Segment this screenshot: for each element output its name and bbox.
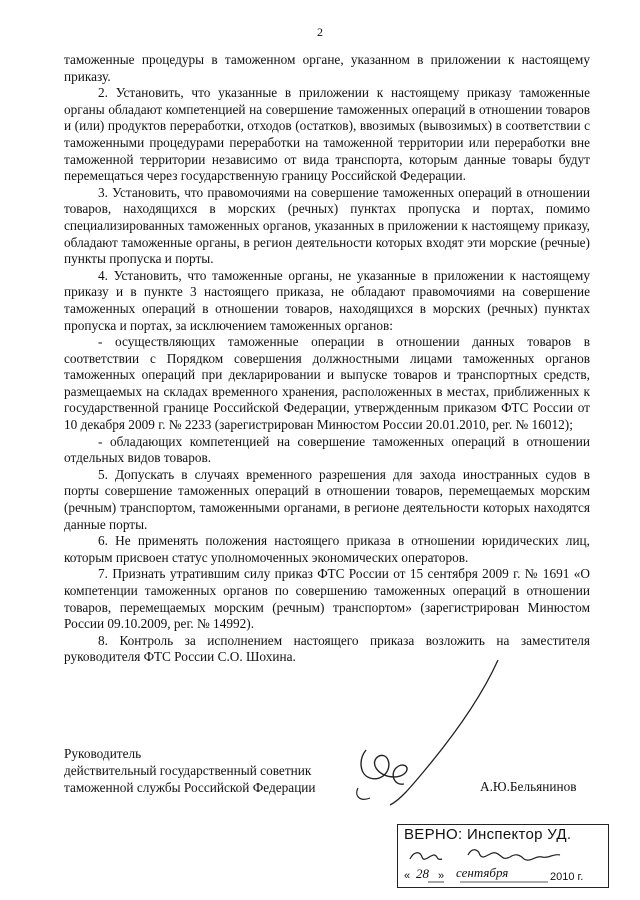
- stamp-day: 28: [416, 866, 429, 881]
- page-number: 2: [317, 25, 323, 39]
- stamp-month: сентября: [456, 865, 509, 880]
- stamp-year: 2010 г.: [550, 871, 584, 883]
- stamp-title: ВЕРНО: Инспектор УД.: [404, 826, 572, 843]
- paragraph-item-4-subitem-1: - осуществляющих таможенные операции в отношении данных товаров в соответствии с Порядком совершения должностными лицами таможенных органов таможенных операций при декларировании и выпуске товаров и транспортных средств, размещаемых на складах временного хранения, расположенных в местах, приближенных к государственной границе Российской Федерации, утвержденным приказом ФТС России от 10 декабря 2009 г. № 2233 (зарегистрирован Минюстом России 20.01.2010, рег. № 16012);: [64, 334, 590, 433]
- certification-stamp: [397, 824, 609, 888]
- paragraph-item-6: 6. Не применять положения настоящего приказа в отношении юридических лиц, которым присвоен статус уполномоченных экономических операторов.: [64, 533, 590, 565]
- paragraph-continuation: таможенные процедуры в таможенном органе, указанном в приложении к настоящему приказу.: [64, 52, 590, 84]
- signature-block: [64, 745, 364, 796]
- signatory-rank: действительный государственный советник: [64, 763, 312, 778]
- document-body: [64, 52, 590, 666]
- paragraph-item-8: 8. Контроль за исполнением настоящего приказа возложить на заместителя руководителя ФТС России С.О. Шохина.: [64, 632, 590, 665]
- paragraph-item-4-subitem-2: - обладающих компетенцией на совершение таможенных операций в отношении отдельных видов товаров.: [64, 433, 590, 466]
- signatory-position: Руководитель: [64, 746, 142, 761]
- paragraph-item-5: 5. Допускать в случаях временного разрешения для захода иностранных судов в порты совершение таможенных операций в отношении товаров, перемещаемых морским (речным) транспортом, таможенными органами, в регионе деятельности которых находятся данные порты.: [64, 466, 590, 532]
- paragraph-item-2: 2. Установить, что указанные в приложении к настоящему приказу таможенные органы обладают компетенцией на совершение таможенных операций в отношении товаров и (или) продуктов переработки, отходов (остатков), ввозимых (вывозимых) в соответствии с таможенными процедурами переработки на таможенной территории или переработки вне таможенной территории независимо от вида транспорта, которым данные товары будут перемещаться через государственную границу Российской Федерации.: [64, 85, 590, 184]
- paragraph-item-3: 3. Установить, что правомочиями на совершение таможенных операций в отношении товаров, находящихся в морских (речных) пунктах пропуска и портах, помимо специализированных таможенных органов, указанных в приложении к настоящему приказу, обладают таможенные органы, в регион деятельности которых входят эти морские (речные) пункты пропуска и порты.: [64, 184, 590, 267]
- paragraph-item-4: 4. Установить, что таможенные органы, не указанные в приложении к настоящему приказу и в пункте 3 настоящего приказа, не обладают правомочиями на совершение таможенных операций в отношении товаров, находящихся в морских (речных) пунктах пропуска и портах, за исключением таможенных органов:: [64, 267, 590, 333]
- stamp-quote-open: «: [404, 870, 411, 882]
- signatory-rank-continued: таможенной службы Российской Федерации: [64, 780, 316, 795]
- paragraph-item-7: 7. Признать утратившим силу приказ ФТС России от 15 сентября 2009 г. № 1691 «О компетенции таможенных органов по совершению таможенных операций в отношении товаров, перемещаемых морским (речным) транспортом» (зарегистрирован Минюстом России 09.10.2009, рег. № 14992).: [64, 566, 590, 632]
- signatory-name: А.Ю.Бельянинов: [480, 779, 577, 794]
- stamp-quote-close: »: [438, 870, 445, 882]
